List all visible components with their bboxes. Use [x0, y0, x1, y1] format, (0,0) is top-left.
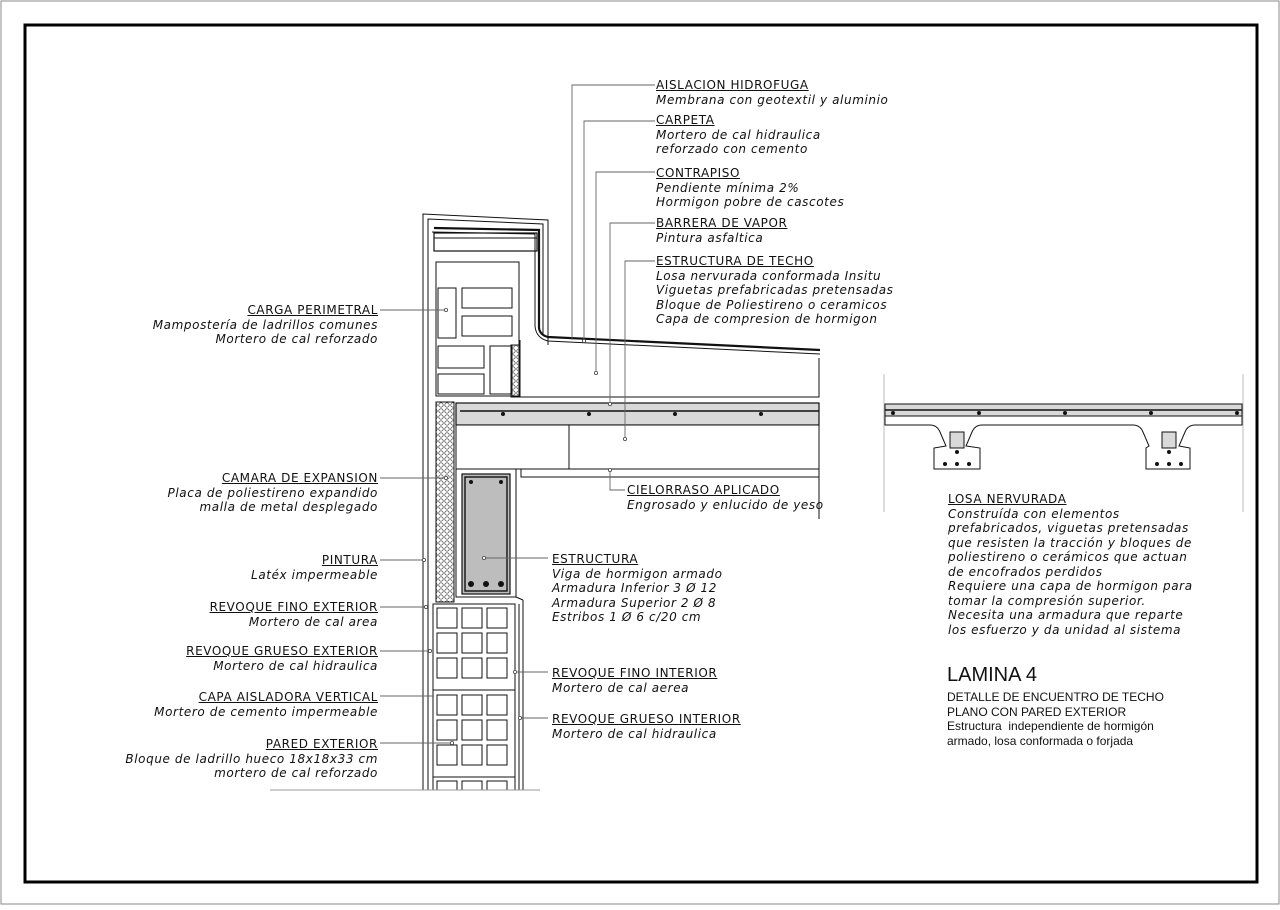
label-desc: Mortero de cal area	[248, 614, 378, 629]
label-desc: Losa nervurada conformada Insitu Viguetas prefabricadas pretensadas Bloque de Poliestireno o ceramicos Capa de compresion de hormigon	[656, 268, 894, 326]
label-title: BARRERA DE VAPOR	[656, 216, 788, 230]
label-title: CIELORRASO APLICADO	[627, 483, 780, 497]
label-pared-exterior	[125, 737, 378, 781]
label-losa-nervurada	[948, 492, 1193, 637]
label-desc: Mortero de cal hidraulica reforzado con cemento	[656, 127, 821, 156]
label-title: REVOQUE FINO INTERIOR	[552, 666, 718, 680]
sheet-subtitle: DETALLE DE ENCUENTRO DE TECHO PLANO CON PARED EXTERIOR	[947, 690, 1164, 719]
sheet-note: Estructura independiente de hormigón armado, losa conformada o forjada	[947, 719, 1154, 748]
label-carpeta	[656, 113, 821, 157]
label-title: CONTRAPISO	[656, 166, 741, 180]
label-revoque-fino-interior	[552, 666, 717, 695]
label-desc: Placa de poliestireno expandido malla de metal desplegado	[167, 485, 378, 514]
label-title: ESTRUCTURA	[552, 552, 639, 566]
label-cielorraso	[627, 483, 824, 512]
label-desc: Mortero de cal hidraulica	[552, 726, 717, 741]
label-desc: Mortero de cal aerea	[552, 680, 690, 695]
label-desc: Membrana con geotextil y aluminio	[656, 92, 889, 107]
label-title: ESTRUCTURA DE TECHO	[656, 254, 814, 268]
label-pintura	[251, 553, 378, 582]
label-desc: Construída con elementos prefabricados, viguetas pretensadas que resisten la tracción y bloques de poliestireno o cerámicos que actuan de encofrados perdidos Requiere una capa de hormigon para tomar la compresión superior. Necesita una armadura que reparte los esfuerzo y da unidad al sistema	[948, 506, 1193, 637]
label-title: LOSA NERVURADA	[948, 492, 1067, 506]
label-revoque-fino-exterior	[210, 600, 378, 629]
label-camara	[168, 471, 378, 515]
label-desc: Mampostería de ladrillos comunes Mortero de cal reforzado	[152, 317, 378, 346]
label-desc: Bloque de ladrillo hueco 18x18x33 cm mortero de cal reforzado	[125, 751, 378, 780]
label-title: PINTURA	[321, 553, 378, 567]
label-desc: Viga de hormigon armado Armadura Inferior 3 Ø 12 Armadura Superior 2 Ø 8 Estribos 1 Ø 6 c/20 cm	[552, 566, 723, 624]
label-desc: Latéx impermeable	[251, 567, 378, 582]
label-estructura-techo	[656, 254, 894, 327]
label-aislacion	[656, 78, 889, 107]
label-capa-aisladora	[154, 690, 378, 719]
sheet-title: LAMINA 4	[947, 664, 1038, 686]
label-title: REVOQUE GRUESO EXTERIOR	[186, 644, 378, 658]
label-title: AISLACION HIDROFUGA	[656, 78, 809, 92]
label-revoque-grueso-interior	[552, 712, 741, 741]
label-title: CARPETA	[656, 113, 715, 127]
label-desc: Engrosado y enlucido de yeso	[627, 497, 824, 512]
label-title: CARGA PERIMETRAL	[247, 303, 378, 317]
label-estructura	[552, 552, 723, 625]
label-title: CAMARA DE EXPANSION	[221, 471, 378, 485]
label-desc: Pendiente mínima 2% Hormigon pobre de cascotes	[656, 180, 845, 209]
label-desc: Mortero de cal hidraulica	[213, 658, 378, 673]
label-revoque-grueso-exterior	[186, 644, 378, 673]
label-title: REVOQUE GRUESO INTERIOR	[552, 712, 741, 726]
label-title: REVOQUE FINO EXTERIOR	[209, 600, 378, 614]
label-desc: Mortero de cemento impermeable	[154, 704, 378, 719]
label-desc: Pintura asfaltica	[656, 230, 764, 245]
label-title: CAPA AISLADORA VERTICAL	[198, 690, 378, 704]
label-contrapiso	[656, 166, 844, 210]
label-barrera	[656, 216, 787, 245]
label-carga	[153, 303, 378, 347]
label-title: PARED EXTERIOR	[265, 737, 378, 751]
